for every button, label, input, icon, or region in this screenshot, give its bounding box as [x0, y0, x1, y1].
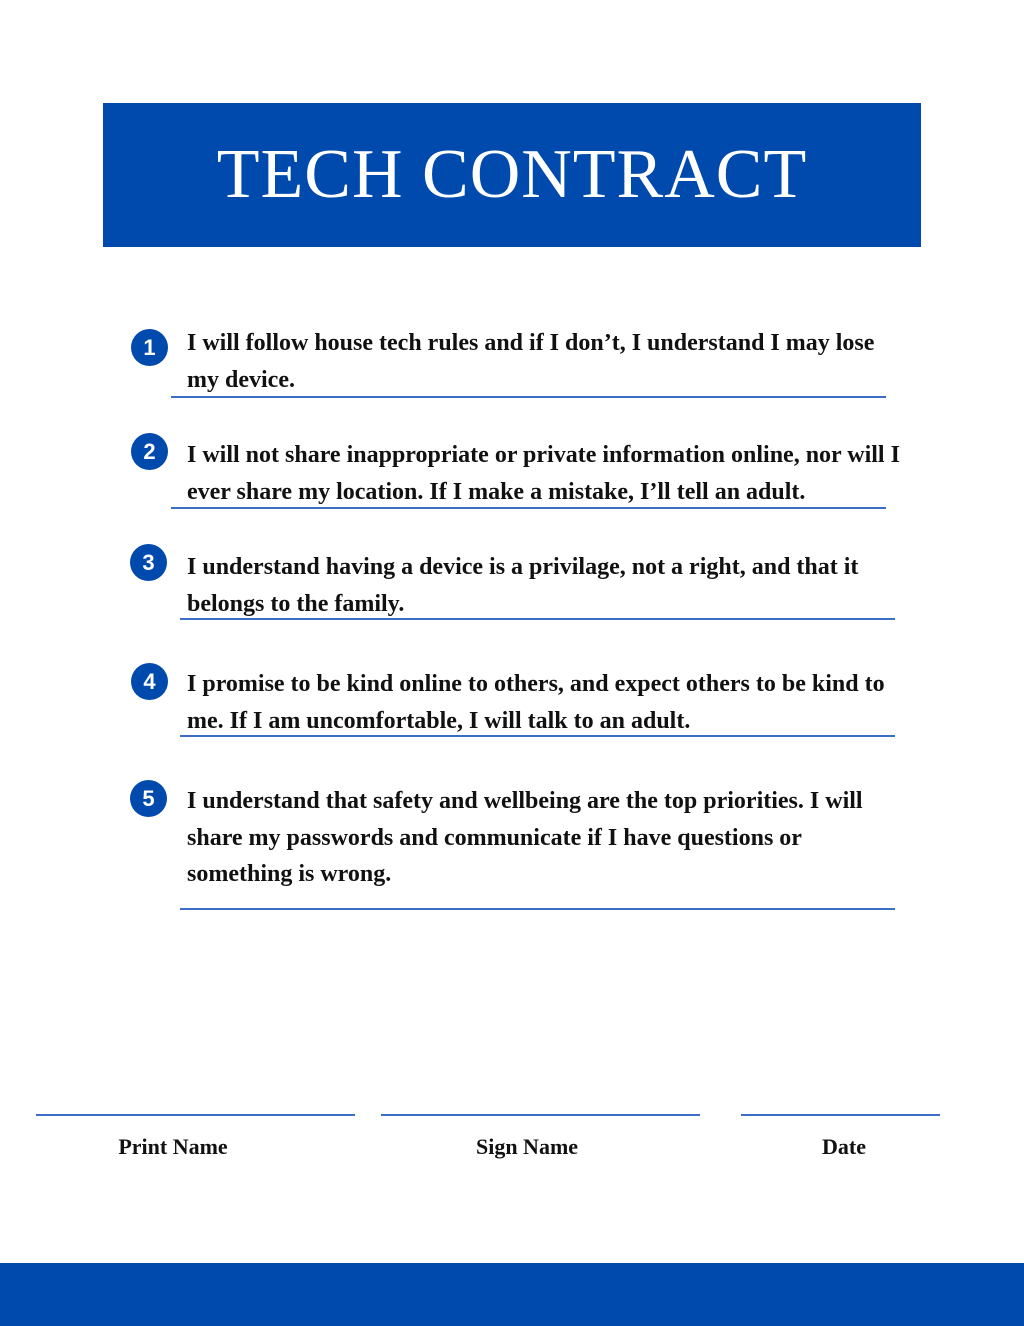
- item-text: I will follow house tech rules and if I don’t, I understand I may lose my device.: [187, 330, 875, 393]
- divider: [180, 735, 895, 737]
- number-badge: 1: [131, 329, 168, 366]
- page-title: TECH CONTRACT: [216, 136, 808, 213]
- divider: [171, 396, 886, 398]
- item-text: I promise to be kind online to others, and expect others to be kind to me. If I am uncomfortable, I will talk to an adult.: [187, 671, 885, 734]
- print-name-label: Print Name: [118, 1134, 228, 1159]
- sign-name-line[interactable]: [381, 1114, 700, 1116]
- item-text: I understand that safety and wellbeing are the top priorities. I will share my passwords and communicate if I have questions or something is wrong.: [187, 788, 863, 887]
- item-text: I understand having a device is a privilage, not a right, and that it belongs to the family.: [187, 554, 859, 617]
- item-text: I will not share inappropriate or private information online, nor will I ever share my location. If I make a mistake, I’ll tell an adult.: [187, 442, 900, 505]
- footer-bar: [0, 1263, 1024, 1326]
- sign-name-label: Sign Name: [475, 1134, 579, 1159]
- number-badge: 5: [130, 780, 167, 817]
- divider: [171, 507, 886, 509]
- title-banner: [103, 103, 921, 247]
- divider: [180, 908, 895, 910]
- number-badge: 4: [131, 663, 168, 700]
- divider: [180, 618, 895, 620]
- date-label: Date: [822, 1134, 866, 1159]
- number-badge: 3: [130, 544, 167, 581]
- print-name-line[interactable]: [36, 1114, 355, 1116]
- number-badge: 2: [131, 433, 168, 470]
- date-line[interactable]: [741, 1114, 940, 1116]
